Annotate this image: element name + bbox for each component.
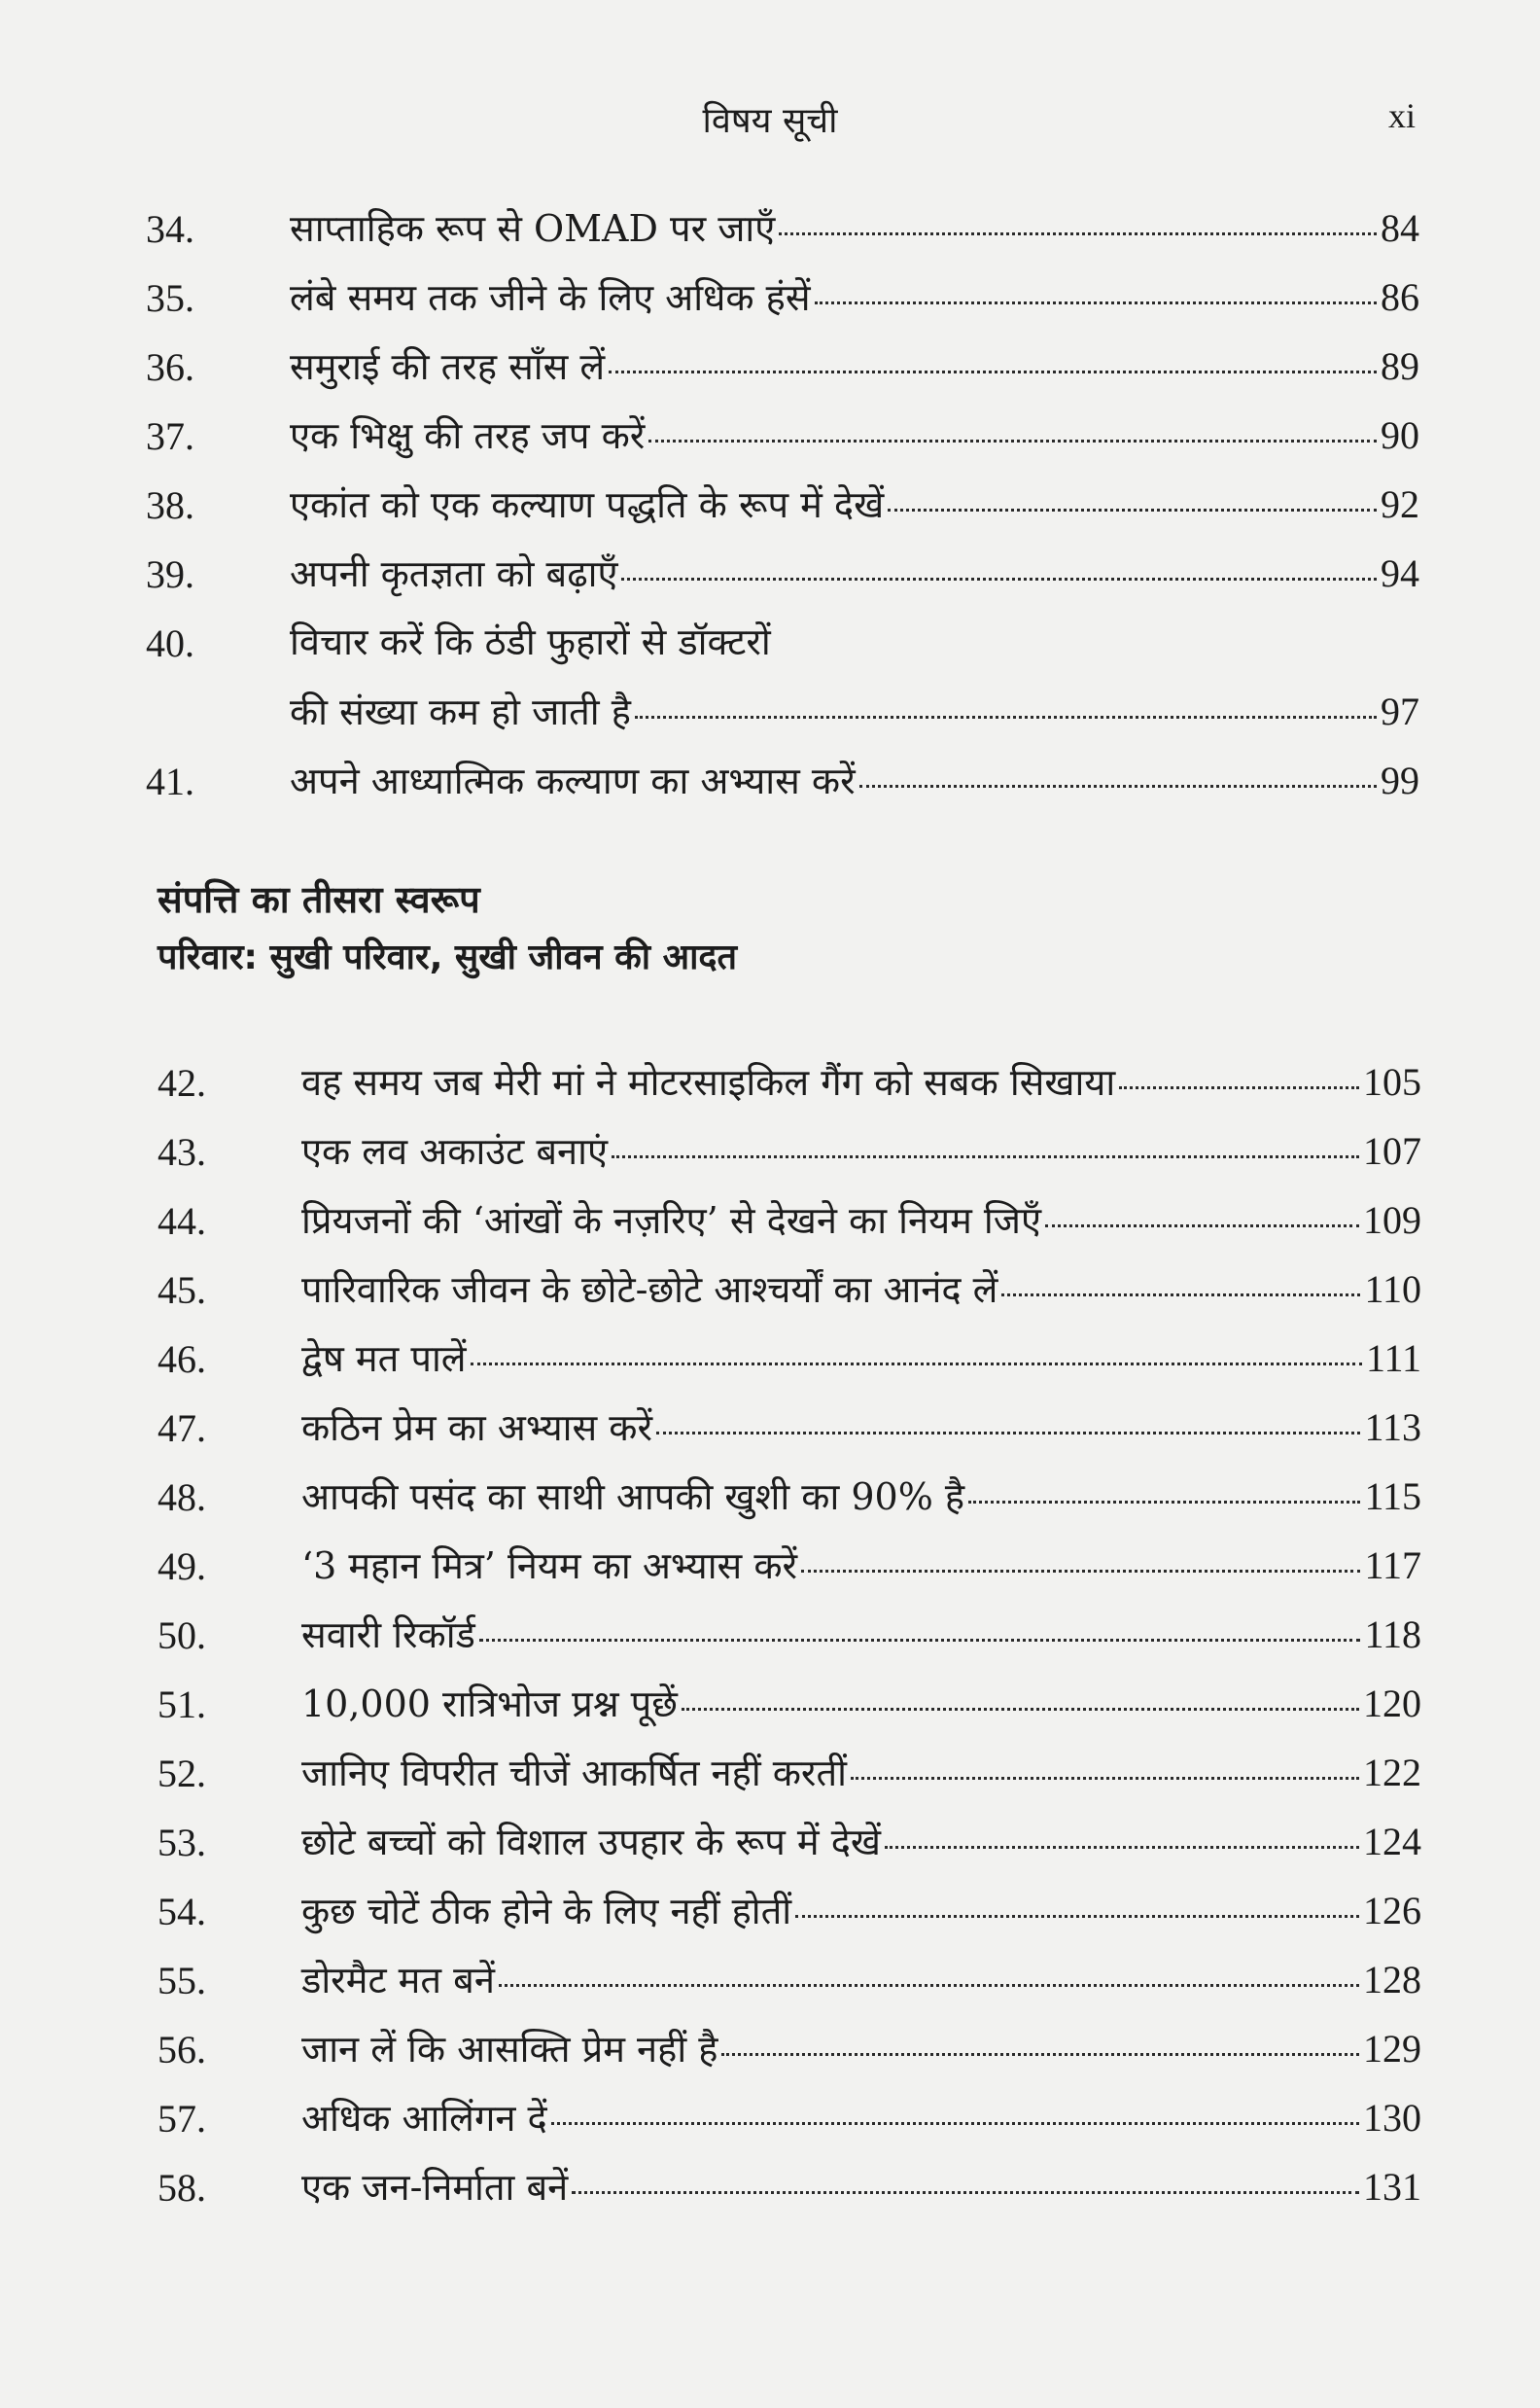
entry-page: 90: [1381, 413, 1419, 457]
entry-title: लंबे समय तक जीने के लिए अधिक हंसें: [290, 276, 811, 319]
entry-number: 48.: [158, 1475, 206, 1519]
dot-leader: [609, 371, 1377, 373]
running-title: विषय सूची: [702, 101, 838, 141]
entry-page: 118: [1364, 1612, 1421, 1656]
section-heading: [158, 870, 1421, 987]
toc-list-part1: [146, 195, 1419, 816]
toc-entry: [158, 1325, 1421, 1394]
dot-leader: [656, 1432, 1360, 1434]
dot-leader: [621, 578, 1377, 581]
toc-entry: [158, 1877, 1421, 1946]
toc-entry: [146, 333, 1419, 402]
entry-title: ‘3 महान मित्र’ नियम का अभ्यास करें: [301, 1544, 798, 1587]
entry-number: 51.: [158, 1682, 206, 1726]
entry-number: 52.: [158, 1752, 206, 1795]
dot-leader: [682, 1708, 1359, 1711]
entry-title-line1: विचार करें कि ठंडी फुहारों से डॉक्टरों: [290, 620, 771, 663]
toc-entry: [146, 609, 1419, 747]
entry-title: अपने आध्यात्मिक कल्याण का अभ्यास करें: [290, 760, 856, 802]
dot-leader: [885, 1846, 1359, 1849]
entry-page: 115: [1364, 1474, 1421, 1518]
toc-entry: [158, 2015, 1421, 2084]
entry-title: 10,000 रात्रिभोज प्रश्न पूछें: [301, 1682, 678, 1725]
toc-entry: [146, 264, 1419, 333]
entry-page: 89: [1381, 344, 1419, 388]
toc-list-part2: [158, 1048, 1421, 2222]
entry-title: पारिवारिक जीवन के छोटे-छोटे आश्चर्यों का आनंद लें: [301, 1268, 998, 1311]
entry-title: समुराई की तरह साँस लें: [290, 345, 606, 388]
entry-title: अपनी कृतज्ञता को बढ़ाएँ: [290, 552, 618, 595]
entry-title: अधिक आलिंगन दें: [301, 2097, 547, 2140]
dot-leader: [612, 1155, 1359, 1158]
dot-leader: [471, 1363, 1362, 1365]
entry-title: द्वेष मत पालें: [301, 1337, 467, 1380]
toc-entry: [146, 402, 1419, 471]
entry-number: 57.: [158, 2097, 206, 2141]
entry-page: 107: [1363, 1129, 1421, 1173]
dot-leader: [795, 1915, 1359, 1918]
entry-page: 99: [1381, 759, 1419, 802]
entry-title: साप्ताहिक रूप से OMAD पर जाएँ: [290, 207, 776, 250]
toc-entry: [158, 1394, 1421, 1463]
entry-title: जानिए विपरीत चीजें आकर्षित नहीं करतीं: [301, 1752, 847, 1794]
entry-page: 97: [1381, 690, 1419, 733]
entry-page: 84: [1381, 206, 1419, 250]
entry-page: 131: [1363, 2165, 1421, 2209]
entry-number: 38.: [146, 483, 194, 527]
entry-number: 53.: [158, 1821, 206, 1864]
toc-entry: [146, 195, 1419, 264]
toc-entry: [158, 1739, 1421, 1808]
entry-title: जान लें कि आसक्ति प्रेम नहीं है: [301, 2028, 718, 2071]
entry-number: 41.: [146, 760, 194, 803]
toc-entry: [158, 1186, 1421, 1256]
toc-entry: [158, 1048, 1421, 1117]
entry-title: एक जन-निर्माता बनें: [301, 2166, 569, 2209]
entry-page: 109: [1363, 1198, 1421, 1242]
dot-leader: [721, 2053, 1359, 2056]
entry-title: एक लव अकाउंट बनाएं: [301, 1130, 609, 1173]
entry-page: 120: [1363, 1682, 1421, 1725]
entry-number: 55.: [158, 1959, 206, 2002]
entry-number: 43.: [158, 1130, 206, 1174]
toc-entry: [158, 2084, 1421, 2153]
entry-number: 40.: [146, 621, 194, 665]
entry-number: 58.: [158, 2166, 206, 2210]
dot-leader: [1001, 1293, 1360, 1296]
entry-page: 92: [1381, 482, 1419, 526]
entry-page: 124: [1363, 1820, 1421, 1863]
section-title: संपत्ति का तीसरा स्वरूप: [158, 878, 480, 921]
entry-title: एकांत को एक कल्याण पद्धति के रूप में देखें: [290, 483, 885, 526]
entry-title: कुछ चोटें ठीक होने के लिए नहीं होतीं: [301, 1890, 792, 1932]
entry-number: 56.: [158, 2028, 206, 2072]
entry-number: 37.: [146, 414, 194, 458]
dot-leader: [859, 785, 1377, 788]
entry-number: 49.: [158, 1544, 206, 1588]
toc-entry: [146, 471, 1419, 540]
entry-page: 129: [1363, 2027, 1421, 2071]
dot-leader: [479, 1639, 1361, 1642]
page-number: xi: [1387, 96, 1416, 135]
entry-title: सवारी रिकॉर्ड: [301, 1613, 475, 1656]
entry-number: 50.: [158, 1613, 206, 1657]
toc-entry: [158, 1946, 1421, 2015]
toc-entry: [158, 1532, 1421, 1601]
entry-number: 46.: [158, 1337, 206, 1381]
entry-page: 130: [1363, 2096, 1421, 2140]
entry-number: 45.: [158, 1268, 206, 1312]
entry-page: 117: [1364, 1543, 1421, 1587]
entry-title: वह समय जब मेरी मां ने मोटरसाइकिल गैंग को सबक सिखाया: [301, 1061, 1116, 1104]
entry-title: आपकी पसंद का साथी आपकी खुशी का 90% है: [301, 1475, 965, 1518]
dot-leader: [648, 440, 1377, 443]
entry-number: 39.: [146, 552, 194, 596]
entry-title: कठिन प्रेम का अभ्यास करें: [301, 1406, 653, 1449]
toc-entry: [158, 1808, 1421, 1877]
toc-entry: [158, 2153, 1421, 2222]
toc-entry: [158, 1256, 1421, 1325]
entry-number: 36.: [146, 345, 194, 389]
toc-entry: [146, 747, 1419, 816]
running-header: [0, 95, 1540, 144]
dot-leader: [779, 232, 1377, 235]
entry-number: 54.: [158, 1890, 206, 1933]
entry-number: 35.: [146, 276, 194, 320]
entry-page: 111: [1365, 1336, 1421, 1380]
entry-number: 34.: [146, 207, 194, 251]
entry-number: 47.: [158, 1406, 206, 1450]
entry-number: 42.: [158, 1061, 206, 1105]
dot-leader: [888, 509, 1377, 512]
entry-title: छोटे बच्चों को विशाल उपहार के रूप में देखें: [301, 1821, 881, 1863]
entry-page: 122: [1363, 1751, 1421, 1794]
entry-page: 126: [1363, 1889, 1421, 1932]
dot-leader: [551, 2122, 1359, 2125]
dot-leader: [815, 301, 1377, 304]
entry-title-line2: की संख्या कम हो जाती है: [290, 691, 631, 733]
dot-leader: [499, 1984, 1359, 1987]
dot-leader: [801, 1570, 1360, 1573]
entry-page: 94: [1381, 551, 1419, 595]
toc-entry: [158, 1670, 1421, 1739]
entry-page: 86: [1381, 275, 1419, 319]
toc-entry: [158, 1463, 1421, 1532]
dot-leader: [1045, 1224, 1359, 1227]
toc-entry: [158, 1117, 1421, 1186]
dot-leader: [968, 1501, 1360, 1504]
dot-leader: [851, 1777, 1359, 1780]
section-subtitle: परिवार: सुखी परिवार, सुखी जीवन की आदत: [158, 938, 738, 977]
entry-title: डोरमैट मत बनें: [301, 1959, 495, 2001]
toc-entry: [158, 1601, 1421, 1670]
entry-title: एक भिक्षु की तरह जप करें: [290, 414, 646, 457]
entry-number: 44.: [158, 1199, 206, 1243]
entry-title: प्रियजनों की ‘आंखों के नज़रिए’ से देखने का नियम जिएँ: [301, 1199, 1041, 1242]
entry-page: 128: [1363, 1958, 1421, 2001]
entry-page: 105: [1363, 1060, 1421, 1104]
dot-leader: [572, 2191, 1359, 2194]
dot-leader: [1119, 1086, 1359, 1089]
entry-page: 110: [1364, 1267, 1421, 1311]
toc-entry: [146, 540, 1419, 609]
entry-page: 113: [1364, 1405, 1421, 1449]
dot-leader: [635, 716, 1377, 719]
